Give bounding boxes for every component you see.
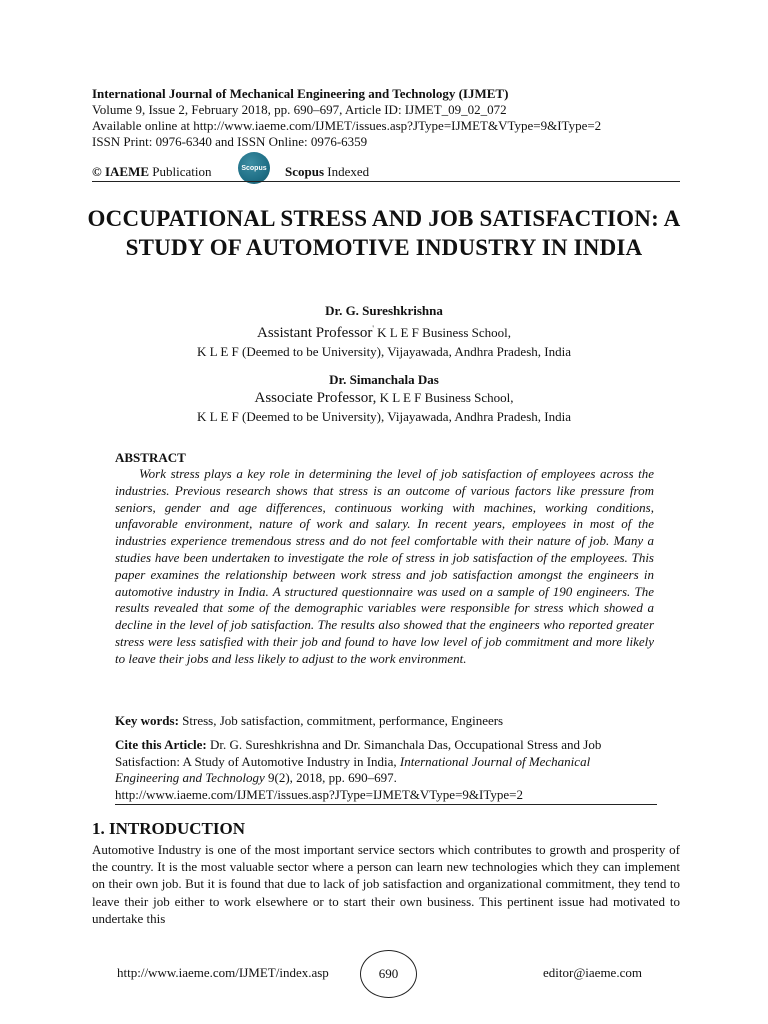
keywords-text: Stress, Job satisfaction, commitment, performance, Engineers (178, 713, 504, 728)
citation-journal: International Journal of Mechanical Engineering and Technology (115, 753, 591, 786)
citation-text: Dr. G. Sureshkrishna and Dr. Simanchala Das, Occupational Stress and Job Satisfaction: A Study of Automotive Industry in India, (115, 737, 602, 769)
author-role-mark: ' (372, 324, 374, 333)
availability-line: Available online at http://www.iaeme.com/IJMET/issues.asp?JType=IJMET&VType=9&IType=2 (92, 118, 602, 133)
indexer-suffix: Indexed (324, 164, 370, 179)
publisher-suffix: Publication (149, 164, 212, 179)
author-position (84, 388, 684, 408)
publication-row (92, 158, 680, 182)
author-role: Associate Professor, (254, 390, 377, 406)
citation-label: Cite this Article: (115, 737, 207, 752)
author-affiliation: K L E F (Deemed to be University), Vijayawada, Andhra Pradesh, India (197, 344, 571, 359)
keywords-label: Key words: (115, 713, 179, 728)
citation-volume: 9(2), 2018, pp. 690–697. (264, 770, 397, 786)
author-block-2 (84, 372, 684, 425)
author-role: Assistant Professor (257, 325, 373, 341)
abstract-heading: ABSTRACT (115, 450, 186, 465)
author-name: Dr. G. Sureshkrishna (325, 303, 443, 318)
page-number: 690 (360, 950, 417, 998)
footer-email-link[interactable]: editor@iaeme.com (543, 965, 642, 980)
volume-info: Volume 9, Issue 2, February 2018, pp. 690–697, Article ID: IJMET_09_02_072 (92, 102, 507, 117)
journal-header (92, 86, 692, 150)
footer-journal-link[interactable]: http://www.iaeme.com/IJMET/index.asp (117, 965, 329, 980)
publisher-name: © IAEME (92, 164, 150, 179)
abstract-divider (115, 804, 657, 805)
keywords-line (115, 712, 654, 729)
indexing-credit (285, 164, 369, 180)
citation-block (115, 737, 654, 803)
citation-url[interactable]: http://www.iaeme.com/IJMET/issues.asp?JType=IJMET&VType=9&IType=2 (115, 786, 523, 802)
section-heading-introduction: 1. INTRODUCTION (92, 819, 246, 838)
abstract-section (115, 449, 654, 668)
publisher-credit (92, 164, 212, 180)
header-divider (92, 181, 680, 182)
author-affiliation: K L E F (Deemed to be University), Vijayawada, Andhra Pradesh, India (197, 409, 571, 424)
issn-line: ISSN Print: 0976-6340 and ISSN Online: 0976-6359 (92, 134, 368, 149)
introduction-paragraph: Automotive Industry is one of the most important service sectors which contributes to growth and prosperity of the country. It is the most valuable sector where a person can learn new technologies which they can implement on their own job. But it is found that due to lack of job satisfaction and organizational commitment, they tend to leave their job either to work elsewhere or to start their own business. This pertinent issue had motivated to undertake this (92, 842, 680, 926)
page-footer (0, 950, 768, 1000)
author-school: K L E F Business School, (373, 325, 511, 340)
indexer-name: Scopus (285, 164, 325, 179)
journal-title: International Journal of Mechanical Engineering and Technology (IJMET) (92, 86, 509, 101)
paper-title: OCCUPATIONAL STRESS AND JOB SATISFACTION: A STUDY OF AUTOMOTIVE INDUSTRY IN INDIA (87, 206, 681, 260)
author-block-1 (84, 303, 684, 360)
scopus-logo-icon: Scopus (238, 152, 270, 184)
author-name: Dr. Simanchala Das (329, 372, 439, 387)
author-school: K L E F Business School, (376, 390, 514, 405)
author-position (84, 319, 684, 343)
abstract-text: Work stress plays a key role in determining the level of job satisfaction of employees across the industries. Previous research shows that stress is an outcome of various factors like pressure from seniors, gender and age differences, continuous working with machines, working conditions, unfavorable environment, nature of work and salary. In recent years, employees in most of the industries experience tremendous stress and do not feel comfortable with their nature of job. Many a studies have been undertaken to investigate the role of stress in job satisfaction of the employees. This paper examines the relationship between work stress and job satisfaction amongst the engineers in automotive industry in India. A structured questionnaire was used on a sample of 190 engineers. The results revealed that some of the demographic variables were responsible for stress which showed a decline in the level of job satisfaction. The results also showed that the engineers who reported greater stress were less satisfied with their job and found to have low level of job commitment and more likely to leave their jobs and less likely to adjust to the work environment. (115, 466, 654, 666)
